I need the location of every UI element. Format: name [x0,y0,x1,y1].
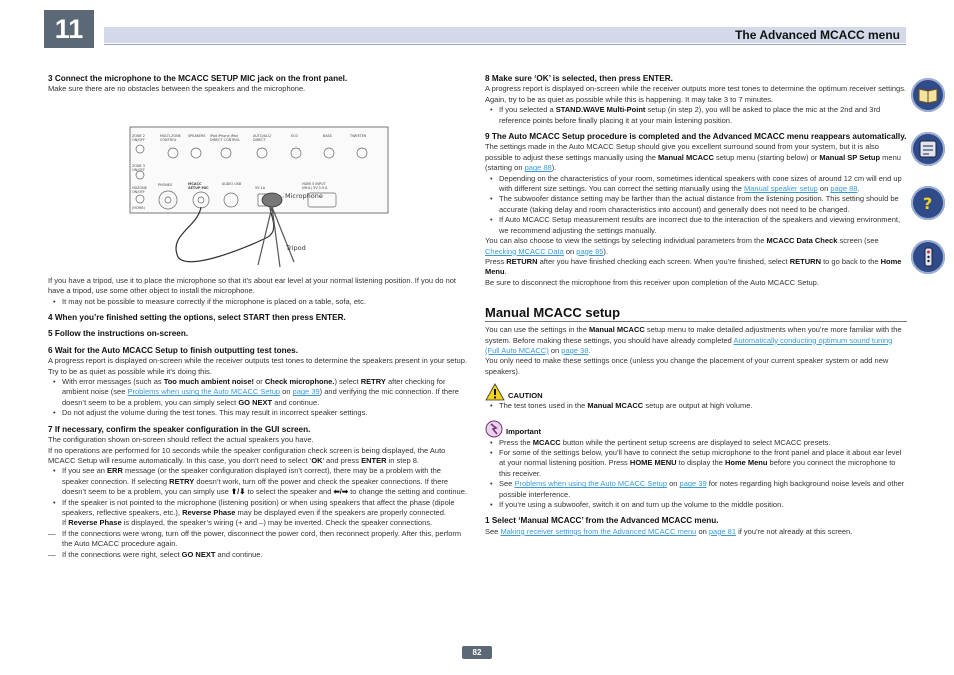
step-7-dash-2: — If the connections were right, select GO NEXT and continue. [48,550,468,560]
step-6-bullet-2: • Do not adjust the volume during the test tones. This may result in incorrect speaker settings. [62,408,468,418]
label-zone3: ZONE 3 ON/OFF [132,163,145,172]
help-icon[interactable] [911,186,945,220]
step-3-title: 3 Connect the microphone to the MCACC SETUP MIC jack on the front panel. [48,74,348,83]
step-3-text: Make sure there are no obstacles between the speakers and the microphone. [48,84,306,94]
link-page-85[interactable]: page 85 [576,246,604,256]
step-4-title: 4 When you’re finished setting the options, select START then press ENTER. [48,313,346,323]
connection-diagram [48,97,468,272]
link-page-39[interactable]: page 39 [292,387,320,397]
left-column [48,74,468,560]
step-6-bullet-1: • With error messages (such as Too much ambient noise! or Check microphone.) select RETRY after checking for ambient noise (see Problems when using the Auto MCACC Setup on page 39) and verifying the mic connection. If there doesn’t seem to be a problem, you can simply select GO NEXT and continue. [62,377,468,408]
left-right-arrows-icon: ⬅/➡ [333,487,349,497]
step-7-dash-1: — If the connections were wrong, turn off the power, disconnect the power cord, then reconnect properly. After this, perform the Auto MCACC procedure again. [48,529,468,550]
label-ipod: iPod iPhone iPad DIRECT CONTROL [210,133,241,142]
link-page-38[interactable]: page 38 [561,345,589,355]
link-advanced-mcacc-menu[interactable]: Making receiver settings from the Advanced MCACC menu [500,526,697,536]
link-problems-auto-mcacc-b[interactable]: Problems when using the Auto MCACC Setup [514,479,668,489]
step-7-text-1: The configuration shown on-screen should reflect the actual speakers you have. [48,435,314,445]
tripod-label: Tripod [286,243,306,252]
step-9-bullet-2: • The subwoofer distance setting may be farther than the actual distance from the listening position. This setting should be accurate (taking delay and room characteristics into account) and generally does not need to be changed. [499,194,907,215]
section-rule [485,321,907,322]
label-mcacc-mic: MCACC SETUP MIC [188,181,209,190]
step-7-bullet-1: • If you see an ERR message (or the speaker configuration displayed isn’t correct), there may be a problem with the speaker connection. If selecting RETRY doesn’t work, turn off the power and check the speaker connections. If there doesn’t seem to be a problem, you can simply use ⬆/⬇ to select the speaker and ⬅/➡ to change the setting and continue. [62,466,468,497]
microphone-label: Microphone [285,191,323,200]
step-9-text-2: You can also choose to view the settings by selecting individual parameters from the MCACC Data Check screen (see Checking MCACC Data on page 85). [485,236,879,256]
svg-text:?: ? [923,194,933,213]
link-full-auto-mcacc[interactable]: Automatically conducting optimum sound tuning (Full Auto MCACC) [485,335,893,355]
step-6-text: A progress report is displayed on-screen while the receiver outputs test tones to determine the speakers present in your setup. Try to be as quiet as possible while it’s doing this. [48,356,467,376]
tripod-text: If you have a tripod, use it to place the microphone so that it’s about ear level at your normal listening position. If you do not have a tripod, use some other object to install the microphone. [48,275,457,296]
step-9-text-3: Press RETURN after you have finished checking each screen. When you’re finished, select RETURN to go back to the Home Menu. [485,256,902,277]
step-7-bullet-2: • If the speaker is not pointed to the microphone (listening position) or when using speakers that affect the phase (dipole speakers, reflective speakers, etc.), Reverse Phase may be displayed even if the speakers are properly connected. [62,498,468,519]
right-column [485,74,907,537]
step-1-title: 1 Select ‘Manual MCACC’ from the Advanced MCACC menu. [485,516,719,526]
manual-text-2: You only need to make these settings once (unless you change the placement of your current speaker system or add new speakers). [485,356,889,376]
mic-cable [176,207,268,262]
step-6-title: 6 Wait for the Auto MCACC Setup to finish outputting test tones. [48,345,298,355]
label-bass: BASS [323,133,332,138]
link-manual-speaker-setup[interactable]: Manual speaker setup [744,184,818,194]
step-9-bullet-1: • Depending on the characteristics of your room, sometimes identical speakers with cone sizes of around 12 cm will end up with different size settings. You can correct the setting manually using the Manual speaker setup on page 88. [499,174,907,195]
manual-mcacc-title: Manual MCACC setup [485,305,621,321]
caution-label: CAUTION [508,390,543,400]
up-down-arrows-icon: ⬆/⬇ [230,487,246,497]
label-usb-rating: 5V 1A [255,185,266,190]
remote-icon[interactable] [911,240,945,274]
step-9-title: 9 The Auto MCACC Setup procedure is completed and the Advanced MCACC menu reappears automatically. [485,132,907,142]
step-9-text-1: The settings made in the Auto MCACC Setup should give you excellent surround sound from your system, but it is also possible to adjust these settings manually using the Manual MCACC setup menu (starting below) or Manual SP Setup menu (starting on page 88). [485,142,901,173]
important-bullet-4: • If you’re using a subwoofer, switch it on and turn up the volume to the middle position. [499,500,907,510]
step-8-title: 8 Make sure ‘OK’ is selected, then press ENTER. [485,74,673,83]
label-speakers: SPEAKERS [188,133,206,138]
chapter-number: 11 [44,10,94,48]
manual-text-1: You can use the settings in the Manual MCACC setup menu to make detailed adjustments when you’re more familiar with the system. Before making these settings, you should have already completed Automatically conducting optimum sound tuning (Full Auto MCACC) on page 38. [485,325,902,355]
settings-icon[interactable] [911,132,945,166]
label-auto: AUTO/ALC/ DIRECT [253,133,272,142]
link-page-81[interactable]: page 81 [708,526,736,536]
step-9-text-4: Be sure to disconnect the microphone from this receiver upon completion of the Auto MCACC Setup. [485,277,819,287]
label-usb: AUDIO USB [222,181,242,186]
step-7-text-2: If no operations are performed for 10 seconds while the speaker configuration check screen is being displayed, the Auto MCACC Setup will resume automatically. In this case, you don’t need to select ‘OK’ and press ENTER in step 8. [48,445,446,465]
link-checking-mcacc-data[interactable]: Checking MCACC Data [485,246,564,256]
step-8-bullet-1: • If you selected a STAND.WAVE Multi-Point setup (in step 2), you will be asked to place the mic at the 2nd and 3rd reference points before finally placing it at your main listening position. [499,105,907,126]
header-rule [104,44,906,45]
label-multizone: MULTI-ZONE CONTROL [160,133,181,142]
important-bullet-2: • For some of the settings below, you’ll have to connect the setup microphone to the front panel and place it about ear level at your normal listening position. Press HOME MENU to display the Home Menu before you connect the microphone to this receiver. [499,448,907,479]
caution-bullet-1: • The test tones used in the Manual MCACC setup are output at high volume. [499,401,907,411]
link-page-88[interactable]: page 88 [524,163,552,173]
book-icon[interactable] [911,78,945,112]
step-5-title: 5 Follow the instructions on-screen. [48,329,189,339]
step-7-reverse-phase-note: If Reverse Phase is displayed, the speaker’s wiring (+ and –) may be inverted. Check the speaker connections. [62,518,433,528]
label-home: (HOME) [132,205,145,210]
step-1-text: See Making receiver settings from the Advanced MCACC menu on page 81 if you’re not already at this screen. [485,526,853,536]
link-page-39-b[interactable]: page 39 [679,479,707,489]
label-zone2: ZONE 2 ON/OFF [132,133,145,142]
caution-heading [485,383,907,401]
link-page-88-b[interactable]: page 88 [830,184,858,194]
important-label: Important [506,427,542,437]
important-bullet-1: • Press the MCACC button while the pertinent setup screens are displayed to select MCACC presets. [499,438,907,448]
step-9-bullet-3: • If Auto MCACC Setup measurement results are incorrect due to the interaction of the speakers and viewing environment, we recommend adjusting the settings manually. [499,215,907,236]
caution-icon [485,383,505,401]
front-panel-illustration [48,97,468,272]
step-8-text-1: A progress report is displayed on-screen while the receiver outputs more test tones to determine the optimum receiver settings. [485,84,907,94]
label-hdzone: HDZONE ON/OFF [132,185,147,194]
microphone [262,193,282,207]
step-8-text-2: Again, try to be as quiet as possible while this is happening. It may take 3 to 7 minutes. [485,94,774,104]
link-problems-auto-mcacc[interactable]: Problems when using the Auto MCACC Setup [127,387,281,397]
page-number: 82 [462,646,492,659]
important-icon [485,420,503,438]
label-hdmi: HDMI 5 INPUT (MHL) 5V 0.9 A [302,181,328,190]
label-eco: ECO [291,133,299,138]
important-bullet-3: • See Problems when using the Auto MCACC Setup on page 39 for notes regarding high background noise levels and other possible interference. [499,479,907,500]
important-heading [485,420,907,438]
label-phones: PHONES [158,182,173,187]
header-bar [104,27,906,43]
step-7-title: 7 If necessary, confirm the speaker configuration in the GUI screen. [48,424,311,434]
header-title: The Advanced MCACC menu [735,28,900,42]
tripod-bullet: • It may not be possible to measure correctly if the microphone is placed on a table, sofa, etc. [62,297,468,307]
label-tweeter: TWEETER [350,133,367,138]
